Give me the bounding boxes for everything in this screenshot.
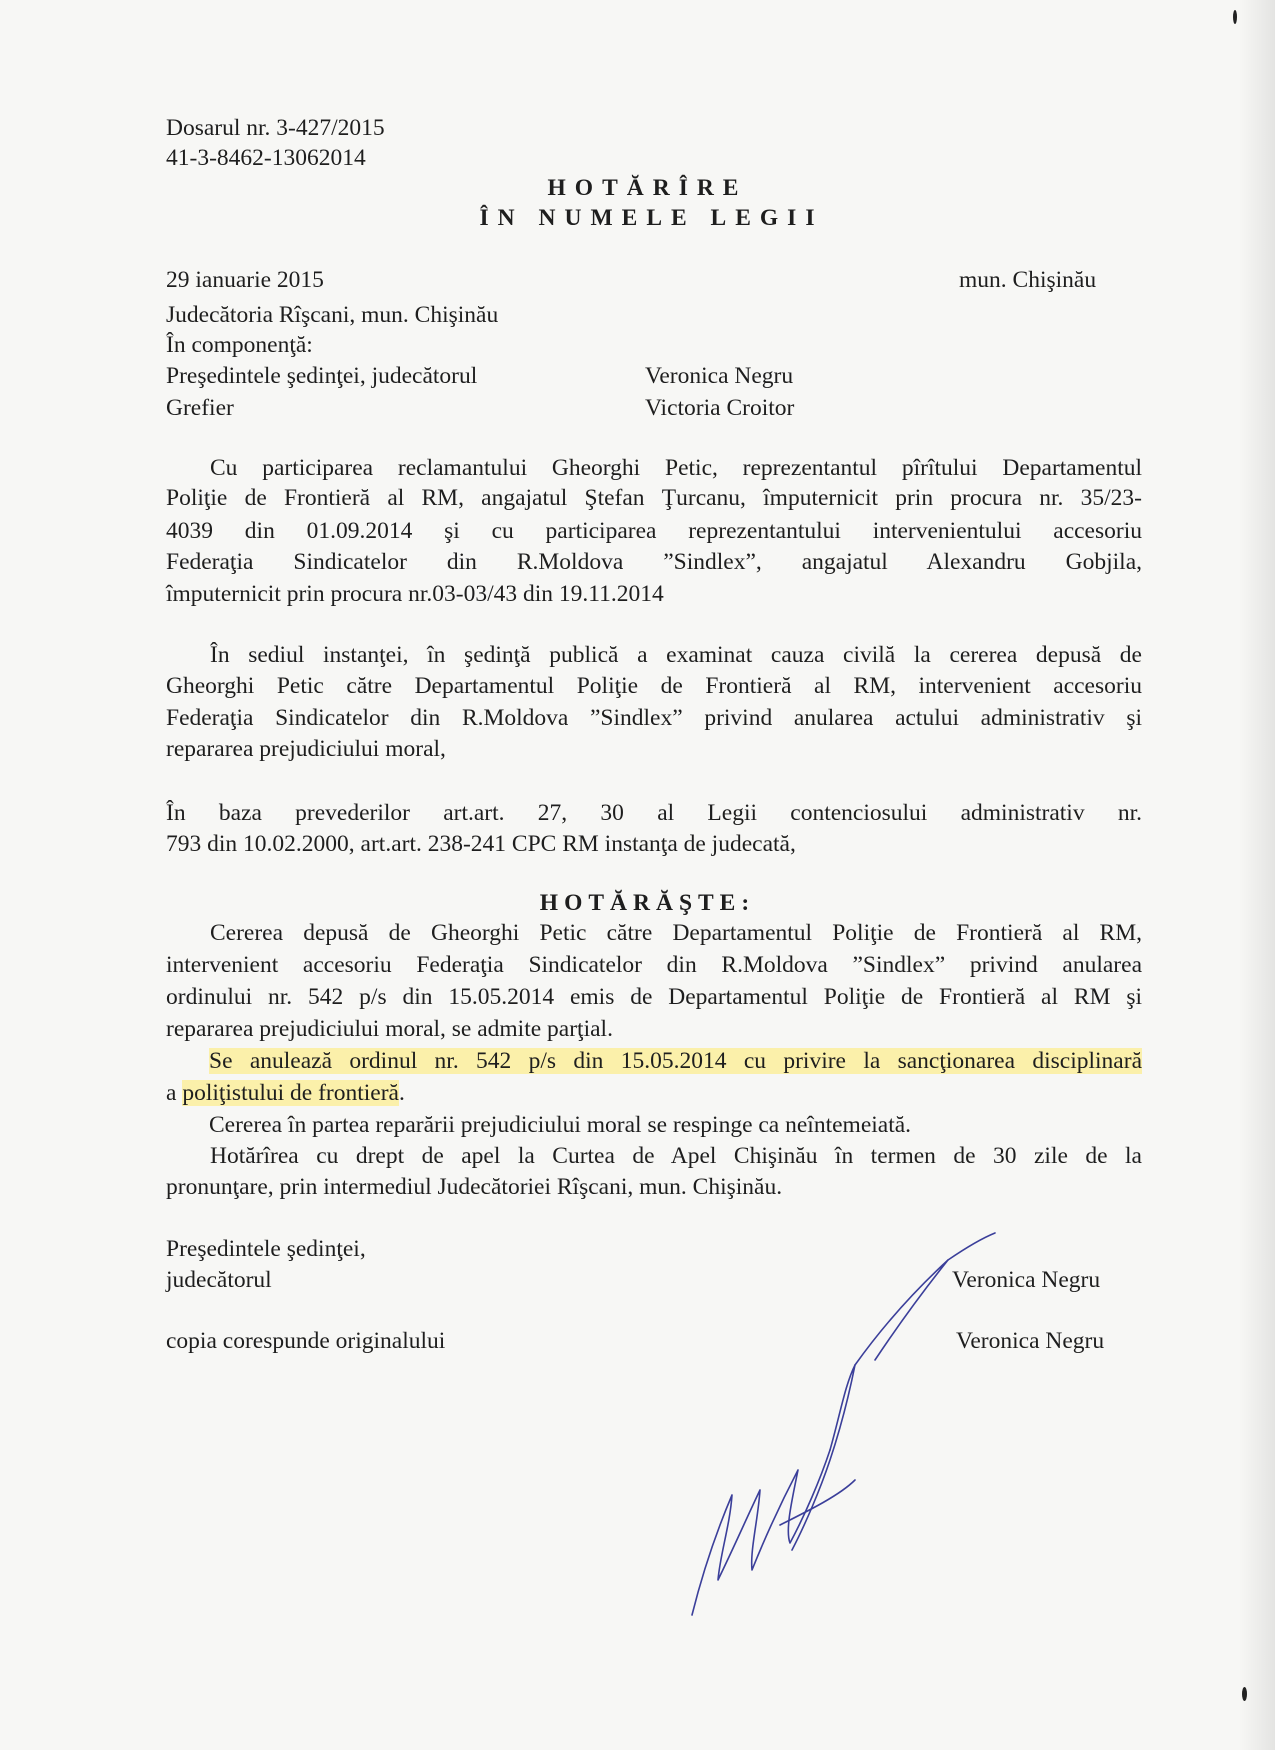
annulment-line [209,1046,1142,1076]
decision-date: 29 ianuarie 2015 [166,267,324,293]
clerk-name: Victoria Croitor [645,395,795,421]
copy-note: copia corespunde originalului [166,1328,446,1354]
president-name: Veronica Negru [645,363,794,389]
footer-judge-label: judecătorul [166,1267,272,1293]
footer-judge-name: Veronica Negru [952,1267,1101,1293]
highlighted-text: poliţistului de frontieră [182,1080,399,1106]
scan-speck [1242,1687,1247,1701]
composition-label: În componenţă: [166,332,313,358]
paragraph-line: Federaţia Sindicatelor din R.Moldova ”Sindlex”, angajatul Alexandru Gobjila, [166,549,1142,575]
paragraph-line: repararea prejudiciului moral, [166,736,446,762]
paragraph-line: Cu participarea reclamantului Gheorghi Petic, reprezentantul pîrîtului Departamentul [210,455,1142,481]
case-code: 41-3-8462-13062014 [166,145,366,171]
decision-line: Cererea depusă de Gheorghi Petic către Departamentul Poliţie de Frontieră al RM, [210,920,1142,946]
court-name: Judecătoria Rîşcani, mun. Chişinău [166,302,499,328]
case-number: Dosarul nr. 3-427/2015 [166,115,385,141]
copy-judge-name: Veronica Negru [956,1328,1105,1354]
highlighted-text: Se anulează ordinul nr. 542 p/s din 15.05.2014 cu privire la sancţionarea disciplinară [209,1048,1142,1074]
decision-line: Hotărîrea cu drept de apel la Curtea de Apel Chişinău în termen de 30 zile de la [210,1143,1142,1169]
paragraph-line: 793 din 10.02.2000, art.art. 238-241 CPC RM instanţa de judecată, [166,831,796,857]
decision-line: intervenient accesoriu Federaţia Sindicatelor din R.Moldova ”Sindlex” privind anularea [166,952,1142,978]
annulment-line-2 [166,1078,405,1108]
paragraph-line: Poliţie de Frontieră al RM, angajatul Ştefan Ţurcanu, împuternicit prin procura nr. 35/23- [166,485,1142,511]
paragraph-line: Gheorghi Petic către Departamentul Poliţie de Frontieră al RM, intervenient accesoriu [166,673,1142,699]
paragraph-line: 4039 din 01.09.2014 şi cu participarea reprezentantului intervenientului accesoriu [166,518,1142,544]
paragraph-line: În baza prevederilor art.art. 27, 30 al Legii contenciosului administrativ nr. [166,800,1142,826]
decision-line: repararea prejudiciului moral, se admite parţial. [166,1016,613,1042]
decision-line: Cererea în partea reparării prejudiciului moral se respinge ca neîntemeiată. [209,1112,912,1138]
annulment-prefix: a [166,1080,183,1106]
paragraph-line: În sediul instanţei, în şedinţă publică a examinat cauza civilă la cererea depusă de [210,642,1142,668]
document-title: HOTĂRÎRE [547,175,748,201]
scan-edge-shadow [1239,0,1275,1750]
footer-president-label: Preşedintele şedinţei, [166,1236,366,1262]
decision-line: ordinului nr. 542 p/s din 15.05.2014 emis de Departamentul Poliţie de Frontieră al RM şi [166,984,1142,1010]
president-label: Preşedintele şedinţei, judecătorul [166,363,478,389]
paragraph-line: împuternicit prin procura nr.03-03/43 din 19.11.2014 [166,581,664,607]
document-subtitle: ÎN NUMELE LEGII [479,205,824,231]
scan-speck [1233,10,1237,24]
decision-heading: HOTĂRĂŞTE: [539,890,756,916]
clerk-label: Grefier [166,395,234,421]
annulment-suffix: . [399,1080,405,1106]
decision-city: mun. Chişinău [959,267,1097,293]
handwritten-signature [680,1225,1020,1625]
paragraph-line: Federaţia Sindicatelor din R.Moldova ”Sindlex” privind anularea actului administrativ şi [166,705,1142,731]
decision-line: pronunţare, prin intermediul Judecătoriei Rîşcani, mun. Chişinău. [166,1174,783,1200]
